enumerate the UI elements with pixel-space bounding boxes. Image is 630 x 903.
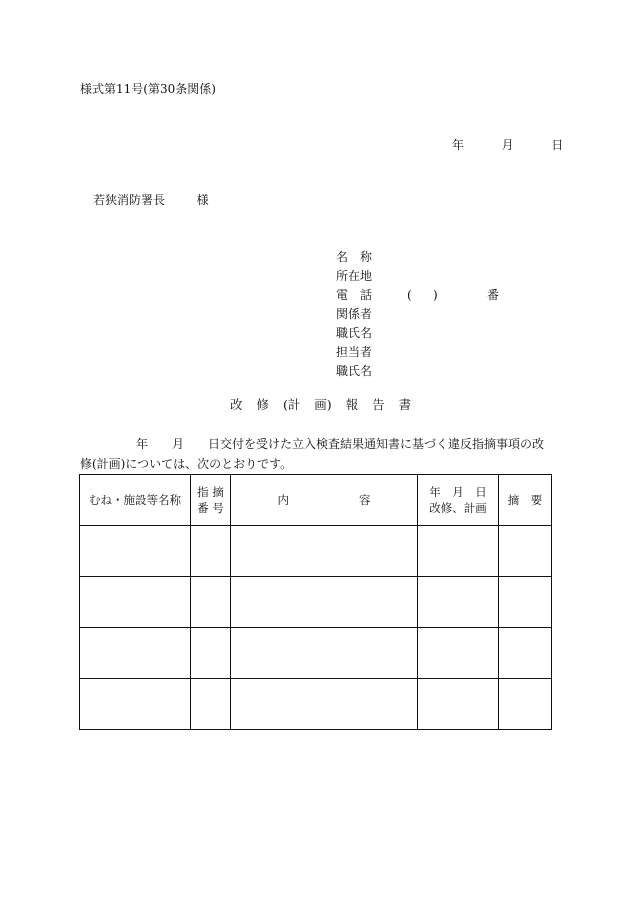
form-number: 様式第11号(第30条関係)	[80, 82, 216, 96]
header-date-top: 年 月 日	[429, 485, 487, 499]
cell-building[interactable]	[80, 577, 191, 628]
phone-suffix: 番	[487, 288, 500, 302]
name-label-2: 称	[360, 250, 373, 264]
header-ref-bottom: 番 号	[197, 501, 224, 515]
cell-ref-number[interactable]	[191, 577, 231, 628]
person-in-charge-label: 担当者	[336, 345, 373, 359]
phone-label-2: 話	[360, 288, 373, 302]
header-content	[231, 475, 418, 526]
phone-close-paren: )	[433, 288, 438, 302]
cell-building[interactable]	[80, 628, 191, 679]
body-year: 年	[136, 437, 149, 451]
header-content-2: 容	[359, 493, 371, 507]
body-text	[80, 434, 555, 474]
cell-content[interactable]	[231, 577, 418, 628]
cell-remarks[interactable]	[499, 679, 552, 730]
cell-building[interactable]	[80, 526, 191, 577]
header-ref-top: 指 摘	[197, 485, 224, 499]
header-content-1: 内	[277, 493, 289, 507]
table-row	[80, 628, 552, 679]
addressee	[93, 194, 209, 206]
header-date-bottom: 改修、計画	[429, 501, 487, 515]
header-ref-number	[191, 475, 231, 526]
date-year-label: 年	[452, 138, 465, 152]
cell-content[interactable]	[231, 526, 418, 577]
cell-remarks[interactable]	[499, 526, 552, 577]
name-row	[336, 251, 372, 263]
phone-open-paren: (	[407, 288, 412, 302]
cell-content[interactable]	[231, 679, 418, 730]
address-label: 所在地	[336, 269, 373, 283]
cell-ref-number[interactable]	[191, 679, 231, 730]
report-table	[79, 474, 552, 730]
cell-building[interactable]	[80, 679, 191, 730]
phone-row	[336, 289, 372, 301]
phone-label-1: 電	[336, 288, 349, 302]
name-label-1: 名	[336, 250, 349, 264]
cell-ref-number[interactable]	[191, 628, 231, 679]
cell-date[interactable]	[418, 577, 499, 628]
table-header-row	[80, 475, 552, 526]
header-remarks: 摘 要	[499, 475, 552, 526]
cell-remarks[interactable]	[499, 628, 552, 679]
cell-remarks[interactable]	[499, 577, 552, 628]
header-building: むね・施設等名称	[80, 475, 191, 526]
date-line	[452, 139, 563, 151]
table-row	[80, 577, 552, 628]
cell-date[interactable]	[418, 526, 499, 577]
cell-content[interactable]	[231, 628, 418, 679]
person-in-charge-name-label: 職氏名	[336, 364, 373, 378]
stakeholder-label: 関係者	[336, 307, 373, 321]
cell-ref-number[interactable]	[191, 526, 231, 577]
cell-date[interactable]	[418, 628, 499, 679]
table-row	[80, 679, 552, 730]
date-day-label: 日	[551, 138, 564, 152]
header-date	[418, 475, 499, 526]
date-month-label: 月	[501, 138, 514, 152]
addressee-honorific: 様	[196, 193, 209, 207]
report-title: 改 修 (計 画) 報 告 書	[230, 397, 412, 412]
stakeholder-name-label: 職氏名	[336, 326, 373, 340]
body-rest: 日交付を受けた立入検査結果通知書に基づく違反指摘事項の改修(計画)については、次のとおりです。	[80, 437, 545, 471]
addressee-name: 若狭消防署長	[93, 193, 166, 207]
cell-date[interactable]	[418, 679, 499, 730]
table-row	[80, 526, 552, 577]
body-month: 月	[172, 437, 185, 451]
